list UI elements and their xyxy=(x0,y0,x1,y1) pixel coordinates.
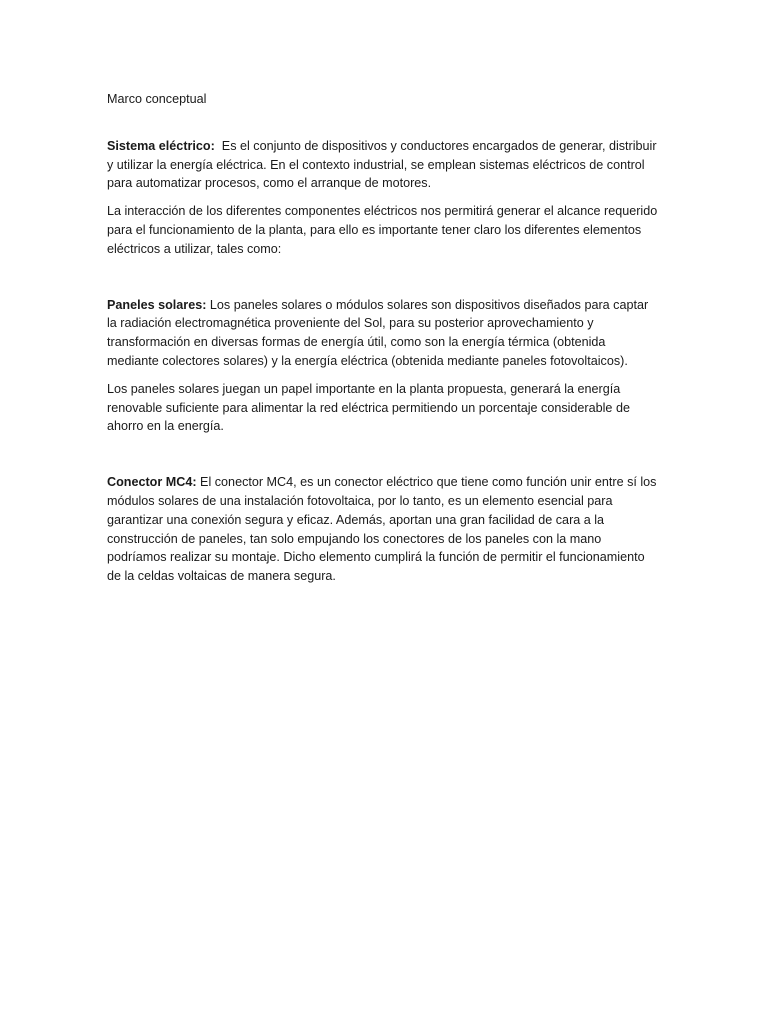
definition-text: Los paneles solares o módulos solares son dispositivos diseñados para captar la radiación electromagnética proveniente del Sol, para su posterior aprovechamiento y transformación en diversas formas de energía útil, como son la energía térmica (obtenida mediante colectores solares) y la energía eléctrica (obtenida mediante paneles fotovoltaicos). xyxy=(107,297,652,368)
definition-text: Es el conjunto de dispositivos y conductores encargados de generar, distribuir y utilizar la energía eléctrica. En el contexto industrial, se emplean sistemas eléctricos de control para automatizar procesos, como el arranque de motores. xyxy=(107,138,661,191)
section-spacer xyxy=(107,268,659,296)
term-label: Paneles solares: xyxy=(107,297,207,312)
section-conector-mc4 xyxy=(107,473,659,586)
section-spacer xyxy=(107,445,659,473)
document-body xyxy=(107,90,659,595)
definition-paragraph xyxy=(107,137,659,193)
body-paragraph: La interacción de los diferentes componentes eléctricos nos permitirá generar el alcance requerido para el funcionamiento de la planta, para ello es importante tener claro los diferentes elementos eléctricos a utilizar, tales como: xyxy=(107,204,658,256)
term-label: Conector MC4: xyxy=(107,475,197,490)
term-label: Sistema eléctrico: xyxy=(107,138,215,153)
document-title: Marco conceptual xyxy=(107,92,207,106)
definition-paragraph xyxy=(107,296,659,371)
section-paneles-solares xyxy=(107,296,659,437)
section-sistema-electrico xyxy=(107,137,659,259)
definition-paragraph xyxy=(107,473,659,586)
body-paragraph: Los paneles solares juegan un papel importante en la planta propuesta, generará la energía renovable suficiente para alimentar la red eléctrica permitiendo un porcentaje considerable de ahorro en la energía. xyxy=(107,381,630,434)
definition-text: El conector MC4, es un conector eléctrico que tiene como función unir entre sí los módulos solares de una instalación fotovoltaica, por lo tanto, es un elemento esencial para garantizar una conexión segura y eficaz. Además, aportan una gran facilidad de cara a la construcción de paneles, tan solo empujando los conectores de los paneles con la mano podríamos realizar su montaje. Dicho elemento cumplirá la función de permitir el funcionamiento de la celdas voltaicas de manera segura. xyxy=(107,475,660,584)
